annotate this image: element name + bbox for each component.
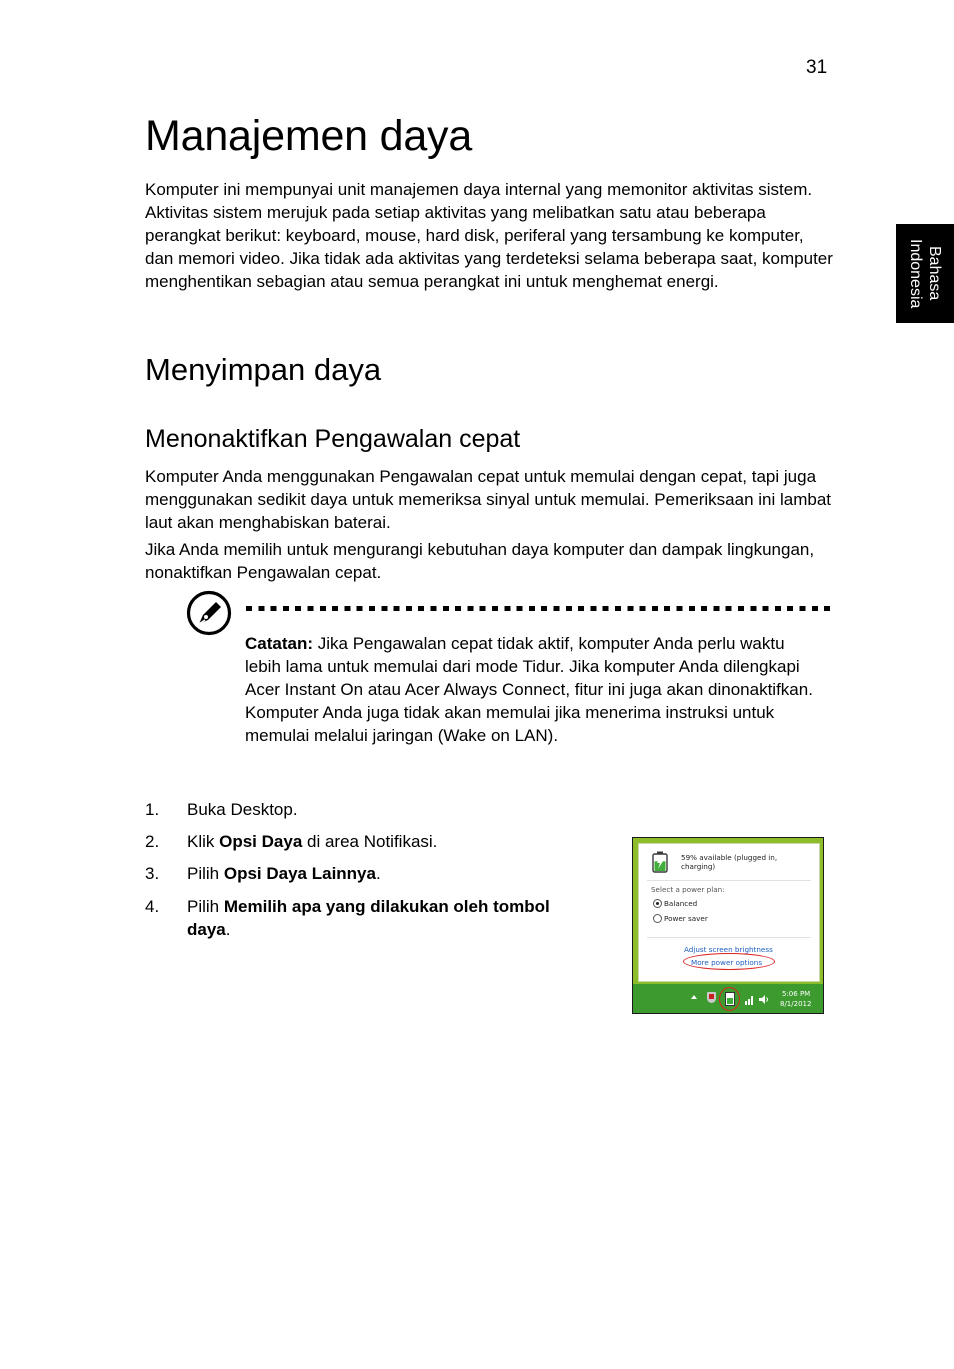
show-hidden-icons-arrow-icon[interactable] [691, 995, 697, 999]
adjust-brightness-link[interactable]: Adjust screen brightness [684, 945, 773, 954]
volume-icon[interactable] [759, 992, 769, 1003]
power-saver-radio[interactable] [653, 914, 662, 923]
step-text: Klik [187, 832, 220, 851]
side-tab-line1: Bahasa [926, 246, 943, 301]
subsection-heading: Menonaktifkan Pengawalan cepat [145, 425, 521, 453]
step-text: Pilih [187, 897, 224, 916]
power-plan-prompt: Select a power plan: [651, 885, 725, 894]
step-text-after: . [375, 864, 381, 883]
language-side-tab [896, 224, 954, 323]
battery-status-line2: charging) [681, 862, 716, 871]
section-paragraph-2: Jika Anda memilih untuk mengurangi kebutuhan daya komputer dan dampak lingkungan, nonaktifkan Pengawalan cepat. [145, 540, 815, 582]
step-bold-text: Opsi Daya [219, 832, 303, 851]
flyout-divider [647, 880, 811, 881]
step-number: 3. [145, 864, 160, 883]
page-title: Manajemen daya [145, 112, 473, 160]
step-bold-text: Opsi Daya Lainnya [223, 864, 376, 883]
step-text-after: . [225, 920, 231, 939]
balanced-radio[interactable] [653, 899, 662, 908]
taskbar-time[interactable]: 5:06 PM [782, 990, 811, 998]
step-text: Buka Desktop. [187, 800, 298, 819]
highlight-oval [683, 953, 775, 970]
taskbar-date[interactable]: 8/1/2012 [780, 1000, 812, 1008]
step-text: Pilih [187, 864, 224, 883]
power-flyout-screenshot [632, 837, 824, 1014]
note-box [245, 632, 825, 747]
step-number: 4. [145, 897, 160, 916]
shield-icon[interactable] [707, 992, 716, 1003]
tray-highlight-oval [719, 987, 740, 1011]
step-number: 2. [145, 832, 160, 851]
balanced-label: Balanced [664, 899, 698, 908]
section-paragraph-1: Komputer Anda menggunakan Pengawalan cepat untuk memulai dengan cepat, tapi juga menggunakan sedikit daya untuk memeriksa sinyal untuk memulai. Pemeriksaan ini lambat laut akan menghabiskan baterai. [145, 467, 832, 532]
step-text-after: di area Notifikasi. [302, 832, 438, 851]
flyout-divider [647, 937, 811, 938]
power-flyout-panel [638, 843, 820, 982]
intro-paragraph: Komputer ini mempunyai unit manajemen daya internal yang memonitor aktivitas sistem. Aktivitas sistem merujuk pada setiap aktivitas yang melibatkan satu atau beberapa perangkat berikut: keyboard, mouse, hard disk, periferal yang tersambung ke komputer, dan memori video. Jika tidak ada aktivitas yang terdeteksi selama beberapa saat, komputer menghentikan sebagian atau semua perangkat ini untuk menghemat energi. [145, 180, 833, 291]
taskbar [633, 984, 823, 1013]
power-saver-label: Power saver [664, 914, 708, 923]
battery-status-line1: 59% available (plugged in, [681, 853, 778, 862]
step-number: 1. [145, 800, 160, 819]
more-power-options-link[interactable]: More power options [691, 958, 763, 967]
side-tab-line2: Indonesia [907, 238, 924, 309]
note-text-1: Jika Pengawalan cepat tidak aktif, komputer Anda perlu waktu lebih lama untuk memulai dari mode Tidur. Jika komputer Anda dilengkapi Acer Instant On atau Acer Always Connect, fitur ini juga akan dinonaktifkan. [245, 634, 813, 699]
step-bold-text: Memilih apa yang dilakukan oleh tombol daya [187, 897, 550, 939]
page-number: 31 [806, 57, 828, 78]
note-label: Catatan: [245, 634, 314, 653]
note-text-2: Komputer Anda juga tidak akan memulai jika menerima instruksi untuk memulai melalui jaringan (Wake on LAN). [245, 703, 775, 745]
battery-charging-icon [652, 851, 668, 873]
note-pen-icon [186, 590, 232, 636]
note-dotted-divider [246, 606, 832, 611]
network-signal-icon[interactable] [745, 992, 755, 1003]
section-heading: Menyimpan daya [145, 352, 382, 387]
